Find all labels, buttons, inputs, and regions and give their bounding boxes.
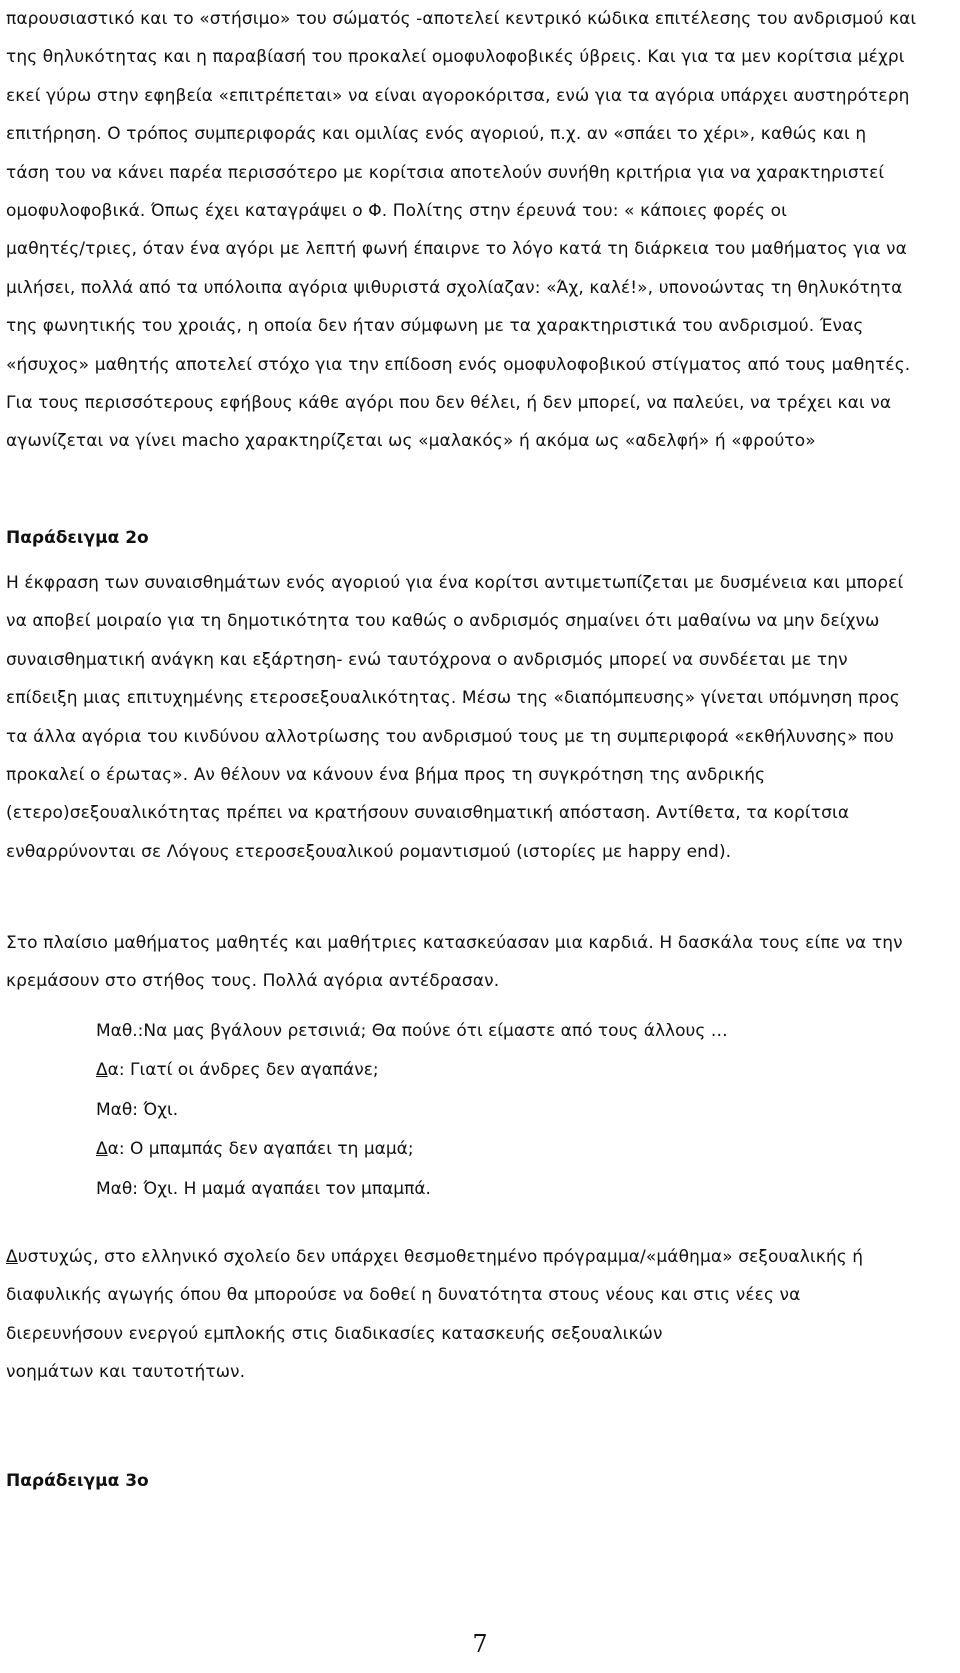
dialogue-line xyxy=(6,1051,954,1089)
dialogue-block xyxy=(6,1012,954,1208)
paragraph-line: ομοφυλοφοβικά. Όπως έχει καταγράψει ο Φ. Πολίτης στην έρευνά του: « κάποιες φορές οι xyxy=(6,201,787,222)
dialogue-text: Μαθ: Όχι. Η μαμά αγαπάει τον μπαμπά. xyxy=(96,1178,431,1199)
paragraph-line: Στο πλαίσιο μαθήματος μαθητές και μαθήτριες κατασκεύασαν μια καρδιά. Η δασκάλα τους είπε να την xyxy=(6,933,903,953)
dialogue-text: α: Γιατί οι άνδρες δεν αγαπάνε; xyxy=(107,1060,379,1081)
paragraph-line: παρουσιαστικό και το «στήσιμο» του σώματός -αποτελεί κεντρικό κώδικα επιτέλεσης του ανδρισμού και xyxy=(6,9,917,29)
paragraph-line xyxy=(6,1315,954,1353)
paragraph-text: διερευνήσουν ενεργού εμπλοκής στις διαδικασίες κατασκευής σεξουαλικών xyxy=(6,1323,663,1344)
paragraph-line: επιτήρηση. Ο τρόπος συμπεριφοράς και ομιλίας ενός αγοριού, π.χ. αν «σπάει το χέρι», καθώς και η xyxy=(6,124,867,145)
paragraph-line: τάση του να κάνει παρέα περισσότερο με κορίτσια αποτελούν συνήθη κριτήρια για να χαρακτηριστεί xyxy=(6,162,885,183)
dialogue-line xyxy=(6,1130,954,1168)
heading-text: Παράδειγμα 2ο xyxy=(6,528,149,548)
paragraph-line: μιλήσει, πολλά από τα υπόλοιπα αγόρια ψιθυριστά σχολίαζαν: «Άχ, καλέ!», υπονοώντας τη θηλυκότητα xyxy=(6,277,903,298)
dialogue-prefix: Δ xyxy=(96,1060,108,1081)
paragraph-line: ενθαρρύνονται σε Λόγους ετεροσεξουαλικού ρομαντισμού (ιστορίες με happy end). xyxy=(6,841,732,862)
example-2-heading xyxy=(6,519,954,557)
dialogue-text: Μαθ: Όχι. xyxy=(96,1099,179,1120)
paragraph-line xyxy=(6,1276,954,1314)
paragraph-line xyxy=(6,1238,954,1276)
paragraph-line: μαθητές/τριες, όταν ένα αγόρι με λεπτή φωνή έπαιρνε το λόγο κατά τη διάρκεια του μαθήματος για να xyxy=(6,239,907,260)
paragraph-line xyxy=(6,1353,954,1391)
dialogue-line xyxy=(6,1012,954,1050)
paragraph-text: νοημάτων και ταυτοτήτων. xyxy=(6,1362,246,1383)
paragraph-line: Η έκφραση των συναισθημάτων ενός αγοριού για ένα κορίτσι αντιμετωπίζεται με δυσμένεια και μπορεί xyxy=(6,573,904,593)
dialogue-line xyxy=(6,1091,954,1129)
document-page xyxy=(6,0,954,1673)
paragraph-1 xyxy=(6,0,954,461)
paragraph-line: Για τους περισσότερους εφήβους κάθε αγόρι που δεν θέλει, ή δεν μπορεί, να παλεύει, να τρέχει και να xyxy=(6,393,892,414)
paragraph-text: υστυχώς, στο ελληνικό σχολείο δεν υπάρχει θεσμοθετημένο πρόγραμμα/«μάθημα» σεξουαλικής ή xyxy=(17,1247,864,1267)
paragraph-text: διαφυλικής αγωγής όπου θα μπορούσε να δοθεί η δυνατότητα στους νέους και στις νέες να xyxy=(6,1285,801,1306)
paragraph-line: συναισθηματική ανάγκη και εξάρτηση- ενώ ταυτόχρονα ο ανδρισμός μπορεί να συνδέεται με την xyxy=(6,649,848,670)
paragraph-line: προκαλεί ο έρωτας». Αν θέλουν να κάνουν ένα βήμα προς τη συγκρότηση της ανδρικής xyxy=(6,765,766,786)
paragraph-line: (ετερο)σεξουαλικότητας πρέπει να κρατήσουν συναισθηματική απόσταση. Αντίθετα, τα κορίτσια xyxy=(6,803,850,824)
paragraph-3 xyxy=(6,924,954,1001)
paragraph-line: τα άλλα αγόρια του κινδύνου αλλοτρίωσης του ανδρισμού τους με τη συμπεριφορά «εκθήλυνσης» που xyxy=(6,726,894,747)
paragraph-line: κρεμάσουν στο στήθος τους. Πολλά αγόρια αντέδρασαν. xyxy=(6,971,500,992)
paragraph-line: της θηλυκότητας και η παραβίασή του προκαλεί ομοφυλοφοβικές ύβρεις. Και για τα μεν κορίτσια μέχρι xyxy=(6,47,905,68)
example-3-heading xyxy=(6,1462,954,1500)
heading-text: Παράδειγμα 3ο xyxy=(6,1471,149,1491)
paragraph-4 xyxy=(6,1238,954,1392)
paragraph-line: να αποβεί μοιραίο για τη δημοτικότητα του καθώς ο ανδρισμός σημαίνει ότι μαθαίνω να μην δείχνω xyxy=(6,611,880,632)
paragraph-line: επίδειξη μιας επιτυχημένης ετεροσεξουαλικότητας. Μέσω της «διαπόμπευσης» γίνεται υπόμνηση προς xyxy=(6,688,900,709)
dialogue-text: α: Ο μπαμπάς δεν αγαπάει τη μαμά; xyxy=(107,1139,414,1160)
paragraph-line: αγωνίζεται να γίνει macho χαρακτηρίζεται ως «μαλακός» ή ακόμα ως «αδελφή» ή «φρούτο» xyxy=(6,431,816,452)
paragraph-line: εκεί γύρω στην εφηβεία «επιτρέπεται» να είναι αγοροκόριτσα, ενώ για τα αγόρια υπάρχει αυστηρότερη xyxy=(6,85,910,106)
dialogue-line xyxy=(6,1170,954,1208)
paragraph-prefix: Δ xyxy=(6,1247,18,1267)
page-number: 7 xyxy=(472,1630,488,1658)
paragraph-line: της φωνητικής του χροιάς, η οποία δεν ήταν σύμφωνη με τα χαρακτηριστικά του ανδρισμού. Ένας xyxy=(6,316,864,337)
dialogue-text: Μαθ.:Να μας βγάλουν ρετσινιά; Θα πούνε ότι είμαστε από τους άλλους … xyxy=(96,1021,728,1041)
paragraph-2 xyxy=(6,564,954,871)
paragraph-line: «ήσυχος» μαθητής αποτελεί στόχο για την επίδοση ενός ομοφυλοφοβικού στίγματος από τους μαθητές. xyxy=(6,354,911,375)
dialogue-prefix: Δ xyxy=(96,1139,108,1160)
